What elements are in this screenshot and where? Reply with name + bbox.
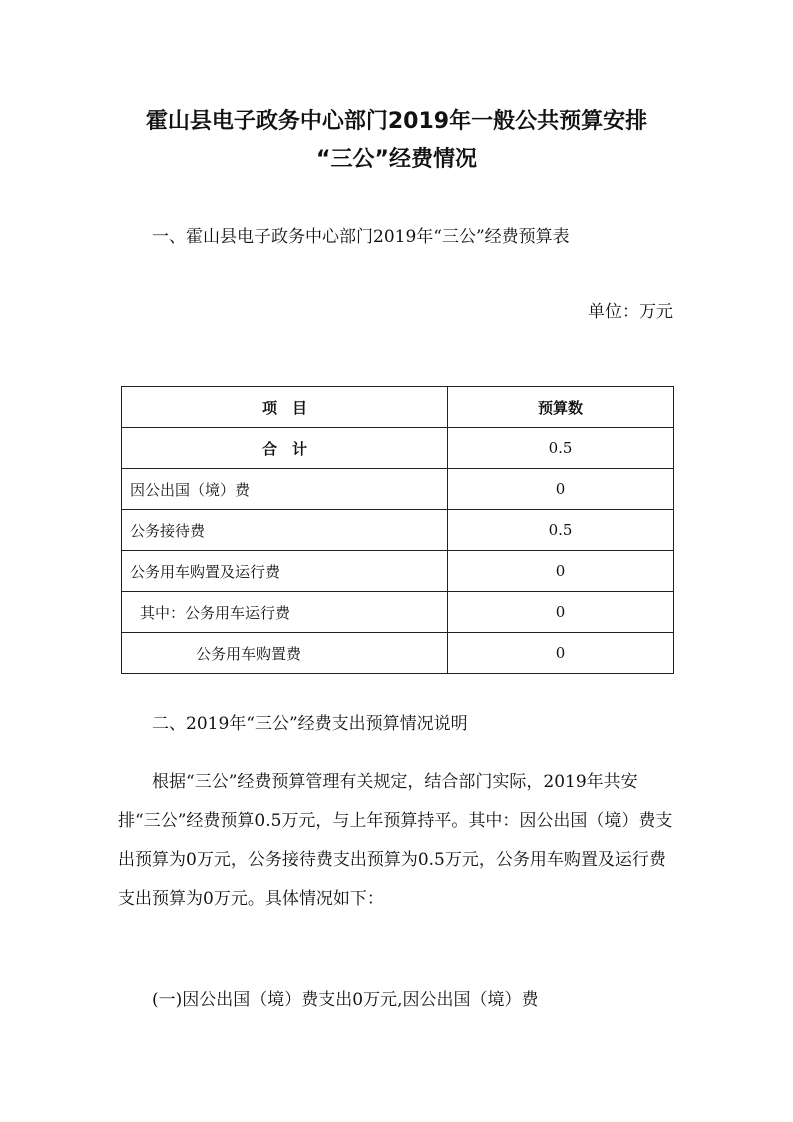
row-value: 0.5 — [448, 510, 674, 551]
row-label: 公务用车购置费 — [122, 633, 448, 674]
three-public-expenses-table — [121, 386, 674, 674]
row-value: 0 — [448, 551, 674, 592]
row-label: 其中：公务用车运行费 — [122, 592, 448, 633]
body-paragraph-1: 根据“三公”经费预算管理有关规定，结合部门实际，2019年共安排“三公”经费预算0.5万元，与上年预算持平。其中：因公出国（境）费支出预算为0万元，公务接待费支出预算为0.5万元，公务用车购置及运行费支出预算为0万元。具体情况如下： — [118, 772, 673, 909]
document-title-line-1: 霍山县电子政务中心部门2019年一般公共预算安排 — [145, 109, 648, 134]
row-value: 0 — [448, 633, 674, 674]
table-header-row — [122, 387, 674, 428]
row-value: 0.5 — [448, 428, 674, 469]
unit-label: 单位：万元 — [588, 302, 673, 322]
row-value: 0 — [448, 469, 674, 510]
column-header-budget: 预算数 — [448, 387, 674, 428]
column-header-item: 项 目 — [122, 387, 448, 428]
table-row — [122, 633, 674, 674]
table-row — [122, 551, 674, 592]
table-row-total — [122, 428, 674, 469]
row-label: 合 计 — [122, 428, 448, 469]
table-row — [122, 469, 674, 510]
row-label: 因公出国（境）费 — [122, 469, 448, 510]
section-2-heading: 二、2019年“三公”经费支出预算情况说明 — [152, 714, 468, 734]
body-paragraph-2: (一)因公出国（境）费支出0万元,因公出国（境）费 — [152, 990, 539, 1010]
section-1-heading: 一、霍山县电子政务中心部门2019年“三公”经费预算表 — [152, 227, 570, 247]
table-row — [122, 592, 674, 633]
table-row — [122, 510, 674, 551]
row-value: 0 — [448, 592, 674, 633]
row-label: 公务用车购置及运行费 — [122, 551, 448, 592]
document-title-line-2: “三公”经费情况 — [316, 147, 477, 172]
row-label: 公务接待费 — [122, 510, 448, 551]
